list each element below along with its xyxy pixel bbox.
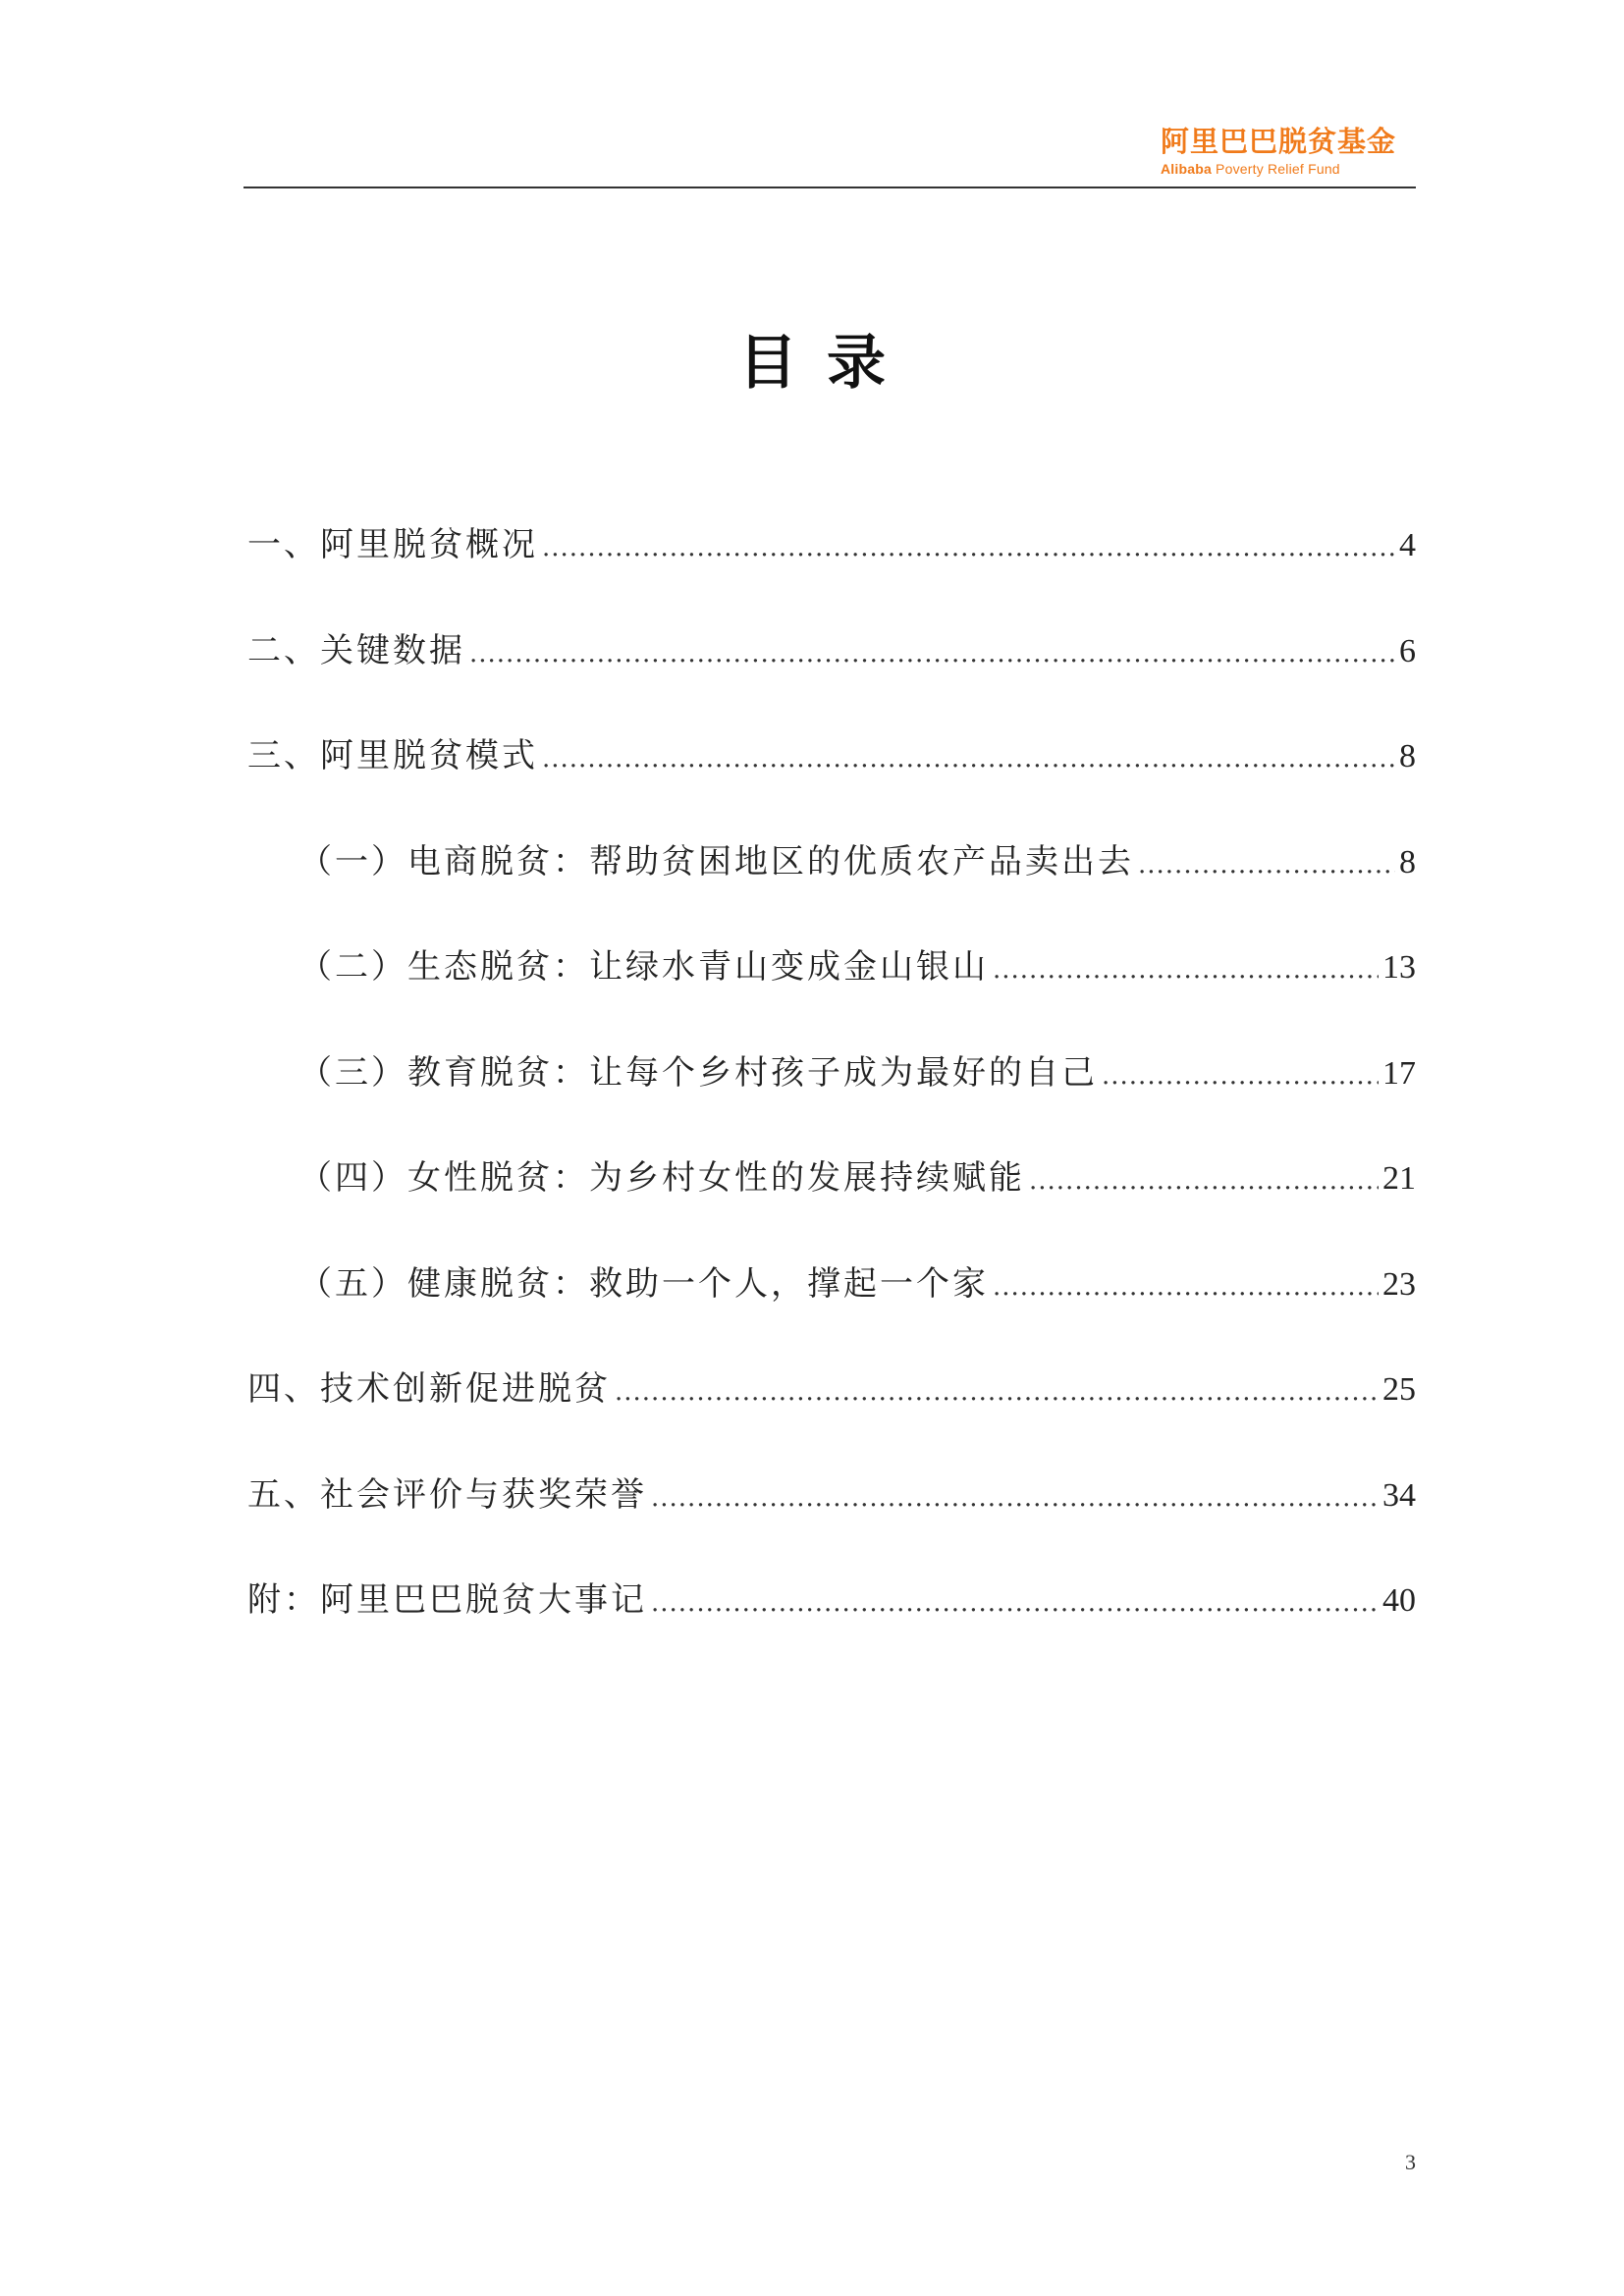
toc-entry-label: 五、社会评价与获奖荣誉: [247, 1474, 647, 1515]
toc-entry-page: 17: [1382, 1054, 1416, 1092]
toc-entry-label: （三）教育脱贫：让每个乡村孩子成为最好的自己: [298, 1052, 1098, 1093]
toc-subentry[interactable]: [247, 937, 1416, 1043]
toc-entry-page: 6: [1399, 632, 1416, 669]
toc-entry-label: 二、关键数据: [247, 630, 465, 670]
logo-english-rest: Poverty Relief Fund: [1211, 161, 1340, 177]
page-number: 3: [1405, 2150, 1416, 2174]
toc-subentry[interactable]: [247, 1043, 1416, 1149]
logo-english-brand: Alibaba: [1160, 161, 1212, 177]
toc-entry[interactable]: [247, 1360, 1416, 1466]
toc-subentry[interactable]: [247, 1255, 1416, 1361]
toc-entry-label: （二）生态脱贫：让绿水青山变成金山银山: [298, 947, 989, 987]
toc-entry-label: 一、阿里脱贫概况: [247, 525, 538, 564]
toc-subentry[interactable]: [247, 1148, 1416, 1255]
toc-dot-leader: [1102, 1046, 1379, 1105]
page-title: 目录: [738, 329, 915, 399]
toc-entry-label: （四）女性脱贫：为乡村女性的发展持续赋能: [298, 1158, 1025, 1198]
toc-entry[interactable]: [247, 621, 1416, 727]
toc-entry[interactable]: [247, 726, 1416, 832]
toc-entry[interactable]: [247, 1571, 1416, 1677]
toc-entry-label: （五）健康脱贫：救助一个人，撑起一个家: [298, 1263, 989, 1304]
toc-entry[interactable]: [247, 1466, 1416, 1572]
toc-entry-label: 附：阿里巴巴脱贫大事记: [247, 1580, 647, 1620]
toc-dot-leader: [542, 518, 1395, 577]
header-logo: [1160, 125, 1396, 177]
toc-entry-label: 四、技术创新促进脱贫: [247, 1369, 611, 1409]
toc-dot-leader: [1029, 1151, 1379, 1210]
table-of-contents: [247, 515, 1416, 1677]
toc-dot-leader: [993, 1257, 1379, 1316]
logo-chinese-name: 阿里巴巴脱贫基金: [1160, 125, 1396, 158]
toc-entry[interactable]: [247, 515, 1416, 621]
toc-entry-page: 23: [1382, 1265, 1416, 1303]
toc-subentry[interactable]: [247, 832, 1416, 938]
header-divider: [244, 187, 1416, 188]
toc-dot-leader: [469, 624, 1395, 683]
toc-entry-page: 4: [1399, 527, 1416, 563]
toc-dot-leader: [651, 1468, 1379, 1527]
toc-entry-page: 25: [1382, 1371, 1416, 1408]
toc-entry-page: 21: [1382, 1160, 1416, 1197]
toc-entry-page: 8: [1399, 738, 1416, 774]
toc-entry-page: 40: [1382, 1582, 1416, 1619]
toc-entry-page: 13: [1382, 949, 1416, 986]
toc-entry-label: （一）电商脱贫：帮助贫困地区的优质农产品卖出去: [298, 841, 1134, 881]
toc-dot-leader: [542, 729, 1395, 788]
toc-dot-leader: [651, 1574, 1379, 1632]
logo-english-name: [1161, 162, 1396, 176]
toc-dot-leader: [1138, 835, 1395, 894]
toc-entry-page: 34: [1382, 1476, 1416, 1514]
toc-entry-page: 8: [1399, 843, 1416, 881]
toc-entry-label: 三、阿里脱贫模式: [247, 736, 538, 775]
toc-dot-leader: [993, 940, 1379, 999]
toc-dot-leader: [615, 1362, 1379, 1421]
